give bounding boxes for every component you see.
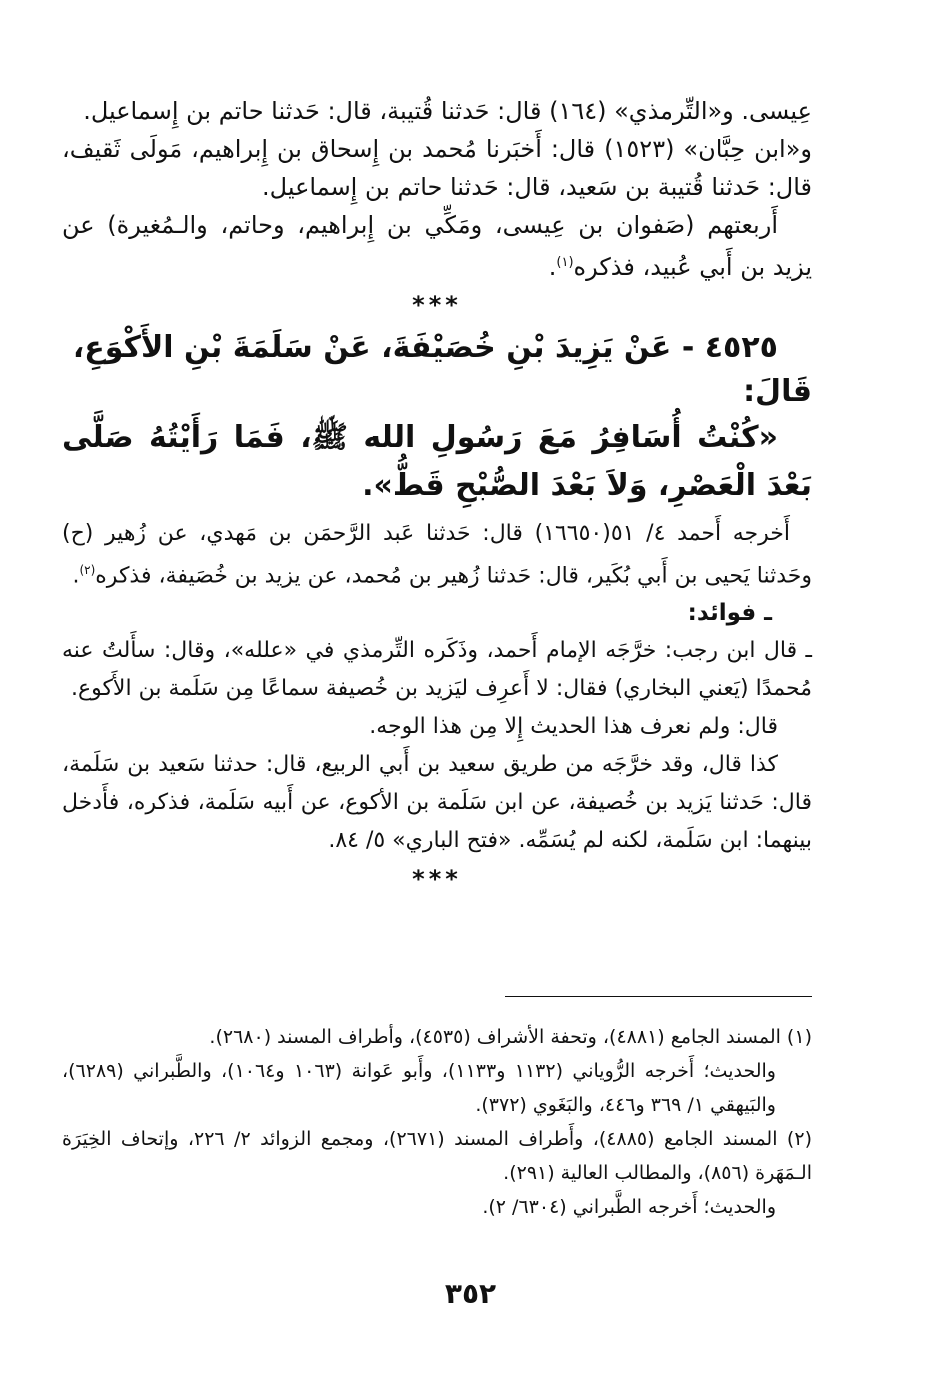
footnote-separator xyxy=(505,996,812,997)
takhrij-text: أَخرجه أَحمد ٤/ ٥١(١٦٦٥٠) قال: حَدثنا عَبد الرَّحمَن بن مَهدي، عن زُهير (ح) وحَدثنا يَحيى بن أَبي بُكَير، قال: حَدثنا زُهير بن مُحمد، عن يزيد بن خُصَيفة، فذكره xyxy=(62,521,812,589)
fawaid-paragraph-3: كذا قال، وقد خرَّجَه من طريق سعيد بن أَبي الربيع، قال: حدثنا سَعيد بن سَلَمة، قال: حَدثنا يَزيد بن خُصيفة، عن ابن سَلَمة بن الأكوع، عن أَبيه سَلَمة، فذكره، فأَدخل بينهما: ابن سَلَمة، لكنه لم يُسَمِّه. «فتح الباري» ٥/ ٨٤. xyxy=(62,752,812,854)
text-line-1: عِيسى. و«التِّرمذي» (١٦٤) قال: حَدثنا قُتيبة، قال: حَدثنا حاتم بن إِسماعيل. xyxy=(83,97,812,125)
text-line-2: و«ابن حِبَّان» (١٥٢٣) قال: أَخبَرنا مُحمد بن إِسحاق بن إِبراهيم، مَولَى ثَقيف، قال: حَدثنا قُتيبة بن سَعيد، قال: حَدثنا حاتم بن إِسماعيل. xyxy=(62,135,812,201)
fawaid-heading: ـ فوائد: xyxy=(687,600,772,627)
section-separator-stars: *** xyxy=(412,865,462,894)
footnote-ref-1[interactable]: (١) xyxy=(556,255,574,270)
takhrij-paragraph xyxy=(62,516,812,594)
footnotes xyxy=(62,1020,812,1224)
main-text xyxy=(62,92,812,898)
hadith-dash: - xyxy=(671,330,705,365)
text-line-3 xyxy=(62,206,812,286)
footnote-2-continuation: والحديث؛ أَخرجه الطَّبراني (٦٣٠٤/ ٢). xyxy=(482,1196,776,1218)
hadith-isnad: عَنْ يَزِيدَ بْنِ خُصَيْفَةَ، عَنْ سَلَمَةَ بْنِ الأَكْوَعِ، قَالَ: xyxy=(72,330,812,409)
text-line-3-body: أَربعتهم (صَفوان بن عِيسى، ومَكِّي بن إِبراهيم، وحاتم، والـمُغيرة) عن يزيد بن أَبي عُبيد، فذكره xyxy=(62,211,812,281)
fawaid-paragraph-1: ـ قال ابن رجب: خرَّجَه الإمام أَحمد، وذَكَره التِّرمذي في «علله»، وقال: سأَلتُ عنه مُحمدًا (يَعني البخاري) فقال: لا أَعرِف ليَزيد بن خُصيفة سماعًا مِن سَلَمة بن الأَكوع. xyxy=(62,638,812,702)
section-separator-stars: *** xyxy=(412,291,462,319)
hadith-number: ٤٥٢٥ xyxy=(704,330,778,365)
takhrij-end: . xyxy=(72,563,80,589)
page-number: ٣٥٢ xyxy=(444,1277,497,1310)
footnote-1: (١) المسند الجامع (٤٨٨١)، وتحفة الأشراف (٤٥٣٥)، وأطراف المسند (٢٦٨٠). xyxy=(209,1026,812,1048)
footnote-2: (٢) المسند الجامع (٤٨٨٥)، وأَطراف المسند (٢٦٧١)، ومجمع الزوائد ٢/ ٢٢٦، وإتحاف الخِيَرَة الـمَهَرة (٨٥٦)، والمطالب العالية (٢٩١). xyxy=(62,1128,812,1184)
fawaid-paragraph-2: قال: ولم نعرف هذا الحديث إِلا مِن هذا الوجه. xyxy=(369,714,778,740)
text-line-3-end: . xyxy=(548,253,557,281)
footnote-ref-2[interactable]: (٢) xyxy=(79,563,96,577)
hadith-matn: «كُنْتُ أُسَافِرُ مَعَ رَسُولِ الله ﷺ، فَمَا رَأَيْتُهُ صَلَّى بَعْدَ الْعَصْرِ، وَلاَ بَعْدَ الصُّبْحِ قَطُّ». xyxy=(62,420,812,503)
hadith-header xyxy=(62,326,812,414)
footnote-1-continuation: والحديث؛ أَخرجه الرُّوياني (١١٣٢ و١١٣٣)، وأَبو عَوانة (١٠٦٣ و١٠٦٤)، والطَّبراني (٦٢٨٩)، والبَيهقي ١/ ٣٦٩ و٤٤٦، والبَغَوي (٣٧٢). xyxy=(62,1060,776,1116)
